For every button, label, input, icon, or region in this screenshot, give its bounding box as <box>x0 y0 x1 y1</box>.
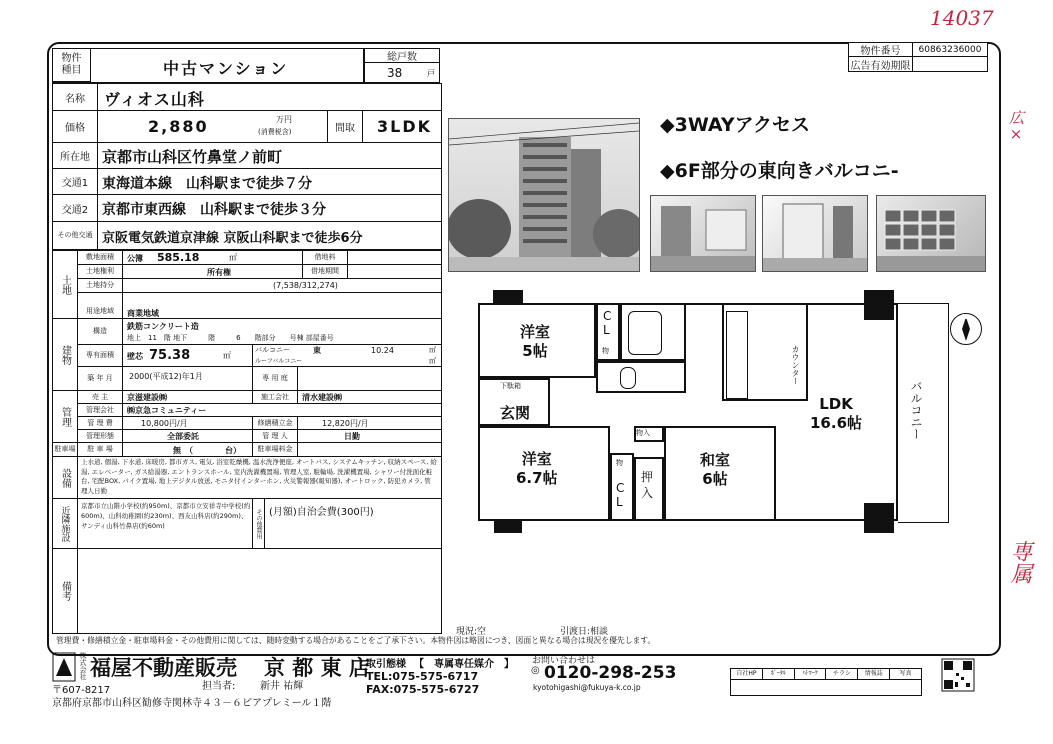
ad-label: 広告有効期限 <box>849 57 913 71</box>
layout-cell <box>363 111 441 143</box>
nearby-cell <box>78 499 253 549</box>
detail-table <box>52 250 442 634</box>
access2-cell <box>98 195 441 222</box>
company-branch: 京 都 東 店 <box>264 656 370 680</box>
company-address: 京都府京都市山科区勧修寺関林寺４３－６ピアプレミール１階 <box>52 698 332 709</box>
plan-closet-2-label: C L <box>616 481 625 509</box>
land-section: 土地 <box>53 251 78 319</box>
facilities-text: 上水道, 個湯, 下水道, 床暖房, 都市ガス, 電気, 浴室乾燥機, 温水洗浄便座, オートバス, システムキッチン, 収納スペース, 給湯, エレベーター, ガス給湯器, エントランスホール, 室内洗濯機置場, 管理人室, 駐輪場, 洗濯機置場, シャワー付洗面化粧台, 宅配BOX, バイク置場, 地上デジタル放送, モニタ付インターホン, 火災警報器(報知器), オートロック, 防犯カメラ, 管理人日勤 <box>81 458 437 495</box>
units-box <box>364 48 440 83</box>
zone-value: 商業地域 <box>127 309 159 318</box>
mgmt-fee-cell <box>123 417 253 430</box>
facilities-cell <box>78 457 441 499</box>
compass-label: N <box>962 313 968 321</box>
plan-kitchen-counter <box>726 311 748 399</box>
other-costs-value: (月額)自治会費(300円) <box>269 507 374 518</box>
plan-room-2-name: LDK <box>819 395 853 413</box>
media-hp: 自社HP <box>731 669 763 679</box>
plan-oshiire-label: 押 入 <box>641 470 654 500</box>
nearby-text: 京都市立山階小学校(約950m)、京都市立安祥寺中学校(約600m)、山科幼稚園(約230m)、西友山科店(約290m)、サンディ山科竹鼻店(約60m) <box>81 502 251 530</box>
land-area-value: 585.18 <box>157 251 200 264</box>
mgmt-company-label: 管理会社 <box>78 404 123 417</box>
media-grid <box>730 668 922 696</box>
type-value: 中古マンション <box>163 59 289 78</box>
garden-cell <box>298 367 441 391</box>
plan-shoebox: 下駄箱 <box>500 382 521 390</box>
roof-balcony-label: ルーフバルコニー <box>255 358 303 365</box>
handover-value: 相談 <box>590 627 609 637</box>
company-prefix: 株式会社 <box>79 652 87 680</box>
plan-room-4-name: 和室 <box>700 451 731 469</box>
access1-cell <box>98 169 441 195</box>
staff-label: 担当者: <box>202 681 236 692</box>
prop-no-value: 60863236000 <box>913 43 987 57</box>
lease-fee-cell <box>348 251 441 265</box>
built-cell <box>123 367 253 391</box>
land-right-cell <box>123 265 303 279</box>
price-value: 2,880 <box>148 117 209 136</box>
handwritten-note-b: 専属 <box>1007 540 1032 584</box>
plan-storage-3-label: 物入 <box>636 429 650 437</box>
land-share-label: 土地持分 <box>78 279 123 293</box>
feature-1: ◆3WAYアクセス <box>660 114 811 136</box>
other-costs-cell <box>265 499 441 549</box>
balcony-cell <box>253 345 441 367</box>
facilities-section: 設備 <box>53 457 78 499</box>
parking-value: 無 （ 台） <box>173 446 241 455</box>
parking-fee-cell <box>298 443 441 457</box>
feature-2: ◆6F部分の東向きバルコニ- <box>660 160 899 182</box>
name-label: 名称 <box>53 84 98 111</box>
built-label: 築 年 月 <box>78 367 123 391</box>
parking-label: 駐 車 場 <box>78 443 123 457</box>
media-header-row <box>731 669 921 680</box>
management-section: 管理 <box>53 391 78 443</box>
units-label: 総戸数 <box>365 49 439 63</box>
mgmt-company-cell <box>123 404 441 417</box>
remarks-section: 備考 <box>53 549 78 633</box>
plan-room-2-label <box>810 395 862 433</box>
plan-column <box>864 290 894 320</box>
layout-label: 間取 <box>328 111 363 143</box>
building-photo-art <box>449 119 639 271</box>
unit-area-value: 75.38 <box>149 348 191 363</box>
plan-closet-1-label: C L <box>603 309 612 337</box>
plan-room-1-size: 5帖 <box>522 342 548 360</box>
seller-cell <box>123 391 253 404</box>
parking-cell <box>123 443 253 457</box>
media-portal: ﾎﾟｰﾀﾙ <box>763 669 795 679</box>
plan-counter-label: カウンター <box>791 345 800 385</box>
parking-section: 駐車場 <box>53 443 78 457</box>
built-value: 2000(平成12)年1月 <box>129 372 203 381</box>
name-cell <box>98 84 441 111</box>
builder-cell <box>298 391 441 404</box>
access2-value: 京都市東西線 山科駅まで徒歩３分 <box>102 202 326 218</box>
manager-label: 管 理 人 <box>253 430 298 443</box>
garden-label: 専 用 庭 <box>253 367 298 391</box>
land-right-label: 土地権利 <box>78 265 123 279</box>
mgmt-company-value: ㈱京急コミュニティー <box>127 406 207 415</box>
unit-area-label: 専有面積 <box>78 345 123 367</box>
interior-photo-2-art <box>763 196 867 271</box>
parking-fee-label: 駐車場料金 <box>253 443 298 457</box>
deal-value: 【 専属専任媒介 】 <box>414 659 514 670</box>
price-cell <box>98 111 328 143</box>
interior-photo-3-art <box>877 196 985 271</box>
other-costs-label: その他費用 <box>253 499 265 549</box>
media-hatomark: ﾊﾄﾏｰｸ <box>795 669 827 679</box>
unit-area-kind: 壁芯 <box>127 352 143 361</box>
qr-code-art <box>936 655 980 695</box>
plan-room-1-name: 洋室 <box>520 323 551 341</box>
company-logo-icon <box>52 652 76 682</box>
interior-photo-3 <box>876 195 986 272</box>
manager-value: 日勤 <box>344 432 360 441</box>
media-magazine: 情報誌 <box>858 669 890 679</box>
handwritten-number: 14037 <box>930 6 994 30</box>
unit-area-cell <box>123 345 253 367</box>
company-name: 福屋不動産販売 <box>90 656 237 680</box>
qr-code-icon <box>936 655 980 695</box>
structure-cell <box>123 319 441 345</box>
plan-balcony-label: バルコニー <box>909 380 923 440</box>
seller-label: 売 主 <box>78 391 123 404</box>
plan-room-4-size: 6帖 <box>702 470 728 488</box>
seller-value: 京滋建設㈱ <box>127 393 167 402</box>
access2-label: 交通2 <box>53 195 98 222</box>
repair-value: 12,820円/月 <box>322 419 369 428</box>
plan-toilet-bowl <box>620 367 636 389</box>
plan-room-3-size: 6.7帖 <box>516 469 558 487</box>
floor-plan <box>460 285 985 540</box>
plan-room-1-label <box>520 323 550 361</box>
land-area-kind: 公簿 <box>127 254 143 263</box>
access1-label: 交通1 <box>53 169 98 195</box>
deal-label: 取引態様 <box>366 659 406 670</box>
mgmt-form-label: 管理形態 <box>78 430 123 443</box>
balcony-label: バルコニー <box>255 346 290 354</box>
price-unit: 万円 <box>276 115 292 124</box>
mgmt-fee-label: 管 理 費 <box>78 417 123 430</box>
access1-value: 東海道本線 山科駅まで徒歩７分 <box>102 176 312 192</box>
basic-info-table <box>52 83 442 250</box>
lease-period-cell <box>348 265 441 279</box>
mgmt-form-cell <box>123 430 253 443</box>
type-label: 物件 種目 <box>53 49 91 82</box>
builder-value: 清水建設㈱ <box>302 393 342 402</box>
repair-label: 修繕積立金 <box>253 417 298 430</box>
company-block <box>52 650 370 696</box>
access3-value: 京阪電気鉄道京津線 京阪山科駅まで徒歩6分 <box>102 231 363 246</box>
media-photo: 写真 <box>899 670 912 677</box>
price-label: 価格 <box>53 111 98 143</box>
zone-label: 用途地域 <box>78 305 123 319</box>
manager-cell <box>298 430 441 443</box>
freedial-number[interactable]: 0120-298-253 <box>544 663 677 683</box>
balcony-area: 10.24 <box>371 346 394 355</box>
plan-bathtub <box>628 311 662 355</box>
status-value: 空 <box>477 627 487 637</box>
property-number-box <box>848 42 988 72</box>
staff-name: 新井 祐輝 <box>260 681 304 692</box>
plan-toilet <box>596 361 686 393</box>
plan-entrance-label: 玄関 <box>500 404 531 422</box>
handover-label: 引渡日: <box>560 627 591 637</box>
address-value: 京都市山科区竹鼻堂ノ前町 <box>102 148 283 166</box>
land-share-value: (7,538/312,274) <box>273 281 338 290</box>
media-flyer: チラシ <box>826 669 858 679</box>
interior-photo-1-art <box>651 196 755 271</box>
nearby-section: 近隣施設 <box>53 499 78 549</box>
contact-email[interactable]: kyotohigashi@fukuya-k.co.jp <box>533 683 641 692</box>
structure-label: 構造 <box>78 319 123 345</box>
interior-photo-2 <box>762 195 868 272</box>
plan-room-4-label <box>700 451 730 489</box>
structure-value: 鉄筋コンクリート造 <box>127 322 199 331</box>
interior-photo-1 <box>650 195 756 272</box>
property-name: ヴィオス山科 <box>104 90 205 109</box>
building-section: 建物 <box>53 319 78 391</box>
repair-cell <box>298 417 441 430</box>
address-label: 所在地 <box>53 143 98 169</box>
plan-storage-2: 物 <box>616 459 623 467</box>
lease-fee-label: 借地料 <box>303 251 348 265</box>
company-postal: 〒607-8217 <box>52 685 111 696</box>
balcony-unit: ㎡ <box>429 346 436 354</box>
builder-label: 施工会社 <box>253 391 298 404</box>
access3-label: その他交通 <box>53 222 98 249</box>
plan-room-3-name: 洋室 <box>521 450 552 468</box>
units-value: 38 <box>387 66 403 80</box>
mgmt-fee-value: 10,800円/月 <box>141 419 188 428</box>
freedial-icon: ◎ <box>531 665 540 676</box>
unit-area-unit: ㎡ <box>223 351 231 360</box>
land-area-cell <box>123 251 303 265</box>
access3-cell <box>98 222 441 249</box>
roof-balcony-unit: ㎡ <box>429 357 436 365</box>
status-label: 現況: <box>456 627 478 637</box>
handwritten-note-a: 広× <box>1007 110 1025 143</box>
disclaimer: 管理費・修繕積立金・駐車場料金・その他費用に関しては、随時変動する場合があることをご了承下さい。本物件図は略図につき、図面と異なる場合は現況を優先します。 <box>56 636 656 645</box>
land-right-value: 所有権 <box>207 268 231 277</box>
plan-storage-1: 物 <box>602 347 609 355</box>
lease-period-label: 借地期間 <box>303 265 348 279</box>
address-cell <box>98 143 441 169</box>
balcony-direction: 東 <box>313 346 321 355</box>
fax-number: FAX:075-575-6727 <box>366 683 480 696</box>
building-photo <box>448 118 640 272</box>
type-box <box>52 48 364 83</box>
price-tax: (消費税含) <box>258 128 292 136</box>
layout-value: 3LDK <box>377 117 433 136</box>
inquiry-label: お問い合わせは <box>532 656 596 666</box>
land-area-label: 敷地面積 <box>78 251 123 265</box>
zone-cell <box>123 293 441 319</box>
plan-room-2-size: 16.6帖 <box>810 414 863 432</box>
mgmt-form-value: 全部委託 <box>167 432 199 441</box>
floors-value: 地上 11 階 地下 階 6 階部分 号棟 部屋番号 <box>127 334 334 342</box>
units-unit: 戸 <box>427 69 435 78</box>
tel-number[interactable]: TEL:075-575-6717 <box>366 670 479 683</box>
land-share-cell <box>123 279 441 293</box>
plan-column <box>864 503 894 533</box>
land-area-unit: ㎡ <box>229 253 237 262</box>
plan-room-3-label <box>516 450 558 488</box>
prop-no-label: 物件番号 <box>849 43 913 57</box>
